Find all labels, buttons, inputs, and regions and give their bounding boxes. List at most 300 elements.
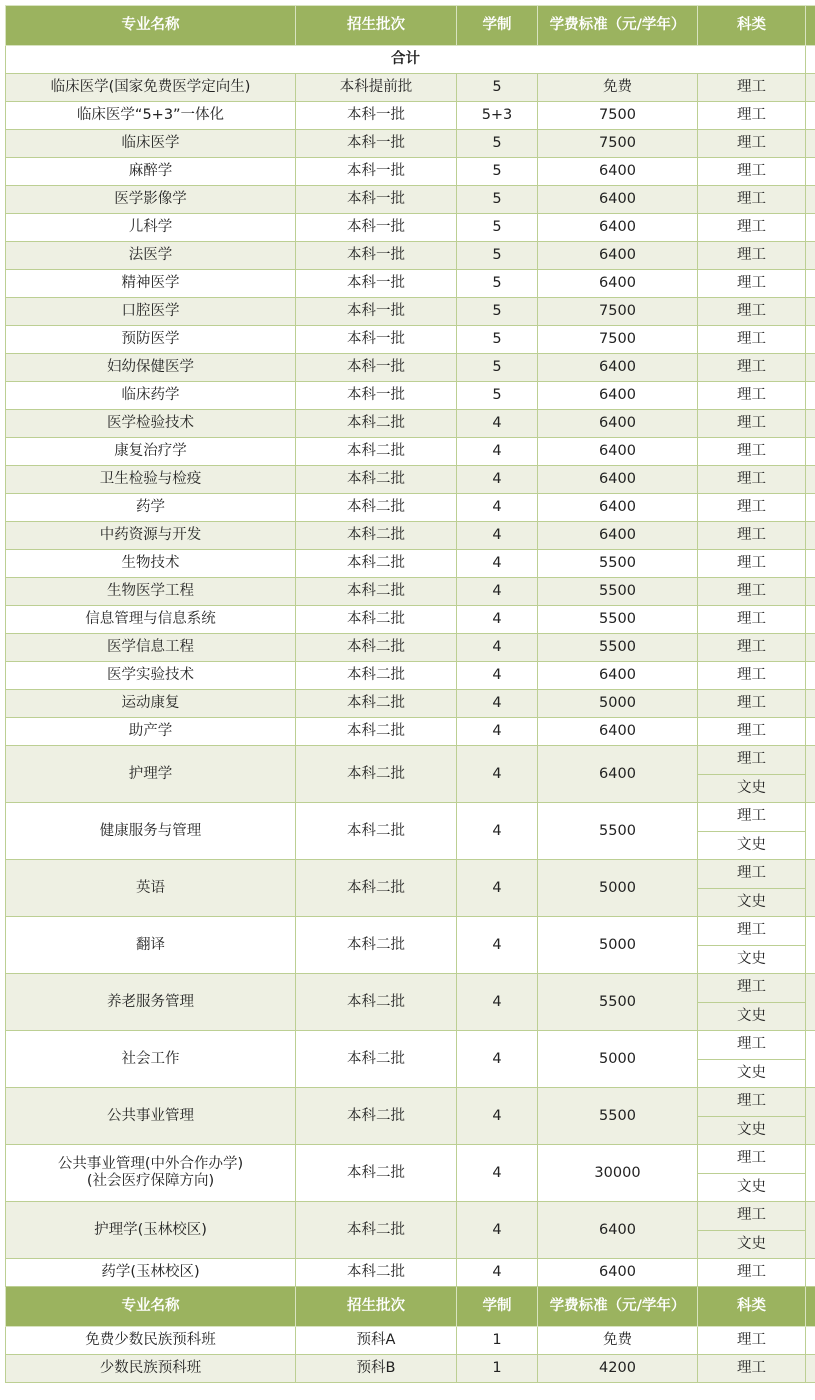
- major-name: [6, 102, 296, 130]
- subject-category: 理工: [698, 803, 806, 832]
- major-name: [6, 1145, 296, 1202]
- major-name-line: 临床医学“5+3”一体化: [76, 107, 225, 123]
- subject-category: 理工: [698, 186, 806, 214]
- table-row: [6, 326, 815, 354]
- subject-category: 文史: [698, 774, 806, 803]
- extra-cell: [806, 270, 815, 298]
- extra-cell: [806, 1259, 815, 1287]
- major-name: [6, 718, 296, 746]
- admission-batch: 本科二批: [296, 718, 457, 746]
- tuition-fee: 6400: [538, 410, 698, 438]
- subject-category: 文史: [698, 1173, 806, 1202]
- subject-category: 文史: [698, 831, 806, 860]
- extra-cell: [806, 634, 815, 662]
- major-name: [6, 130, 296, 158]
- tuition-fee: 6400: [538, 382, 698, 410]
- subject-category: 理工: [698, 634, 806, 662]
- major-name-line: 预防医学: [121, 331, 180, 347]
- subject-category: 理工: [698, 242, 806, 270]
- program-years: 4: [457, 410, 538, 438]
- program-years: 4: [457, 522, 538, 550]
- table-row: [6, 550, 815, 578]
- program-years: 4: [457, 718, 538, 746]
- extra-cell: [806, 74, 815, 102]
- extra-cell: [806, 606, 815, 634]
- column-header-extra: [806, 6, 815, 46]
- extra-cell: [806, 102, 815, 130]
- program-years: 5: [457, 354, 538, 382]
- admission-batch: 本科一批: [296, 102, 457, 130]
- extra-cell: [806, 494, 815, 522]
- tuition-fee: 5500: [538, 606, 698, 634]
- subject-category: 理工: [698, 606, 806, 634]
- major-name: [6, 662, 296, 690]
- table-row: [6, 158, 815, 186]
- major-name: [6, 1031, 296, 1088]
- subject-category: 理工: [698, 1031, 806, 1060]
- table-row: [6, 382, 815, 410]
- table-row: [6, 662, 815, 690]
- subject-category: 理工: [698, 1145, 806, 1174]
- admission-batch: 本科二批: [296, 1145, 457, 1202]
- column-header: 科类: [698, 6, 806, 46]
- major-name-line: 社会工作: [121, 1050, 180, 1067]
- extra-cell: [806, 298, 815, 326]
- admission-batch: 本科二批: [296, 410, 457, 438]
- column-header-extra: [806, 1287, 815, 1327]
- major-name: [6, 354, 296, 382]
- major-name: [6, 382, 296, 410]
- table-row: [6, 1088, 815, 1117]
- tuition-fee: 6400: [538, 718, 698, 746]
- table-row: [6, 494, 815, 522]
- admission-batch: 本科一批: [296, 382, 457, 410]
- tuition-table: [5, 5, 815, 1383]
- program-years: 4: [457, 803, 538, 860]
- major-name: [6, 410, 296, 438]
- major-name: [6, 1202, 296, 1259]
- major-name-line: 公共事业管理: [107, 1107, 194, 1124]
- major-name-line: 运动康复: [121, 695, 180, 711]
- major-name-line: 翻译: [136, 936, 165, 953]
- tuition-fee: 5000: [538, 917, 698, 974]
- extra-cell: [806, 860, 815, 917]
- subject-category: 理工: [698, 662, 806, 690]
- major-name: [6, 522, 296, 550]
- subject-category: 理工: [698, 270, 806, 298]
- admission-batch: 预科A: [296, 1327, 457, 1355]
- column-header: 学费标准（元/学年）: [538, 1287, 698, 1327]
- table-row: [6, 917, 815, 946]
- table-row: [6, 242, 815, 270]
- table-row: [6, 718, 815, 746]
- subject-category: 理工: [698, 438, 806, 466]
- subject-category: 理工: [698, 974, 806, 1003]
- program-years: 4: [457, 1259, 538, 1287]
- table-row: [6, 410, 815, 438]
- admission-batch: 本科二批: [296, 1031, 457, 1088]
- program-years: 4: [457, 974, 538, 1031]
- extra-cell: [806, 410, 815, 438]
- major-name-line: 生物技术: [121, 555, 180, 571]
- subject-category: 理工: [698, 130, 806, 158]
- subject-category: 理工: [698, 1088, 806, 1117]
- table-row: [6, 102, 815, 130]
- tuition-fee: 7500: [538, 298, 698, 326]
- program-years: 1: [457, 1355, 538, 1383]
- extra-cell: [806, 214, 815, 242]
- tuition-fee: 6400: [538, 270, 698, 298]
- table-row: [6, 746, 815, 775]
- program-years: 5: [457, 214, 538, 242]
- tuition-fee: 6400: [538, 494, 698, 522]
- subject-category: 理工: [698, 410, 806, 438]
- subject-category: 理工: [698, 522, 806, 550]
- major-name-line: 护理学(玉林校区): [94, 1221, 207, 1238]
- admission-batch: 本科二批: [296, 1259, 457, 1287]
- column-header: 科类: [698, 1287, 806, 1327]
- major-name-line: 医学影像学: [114, 191, 187, 207]
- subject-category: 理工: [698, 158, 806, 186]
- tuition-fee: 5000: [538, 1031, 698, 1088]
- major-name-line: 儿科学: [128, 219, 173, 235]
- major-name-line: 康复治疗学: [114, 443, 187, 459]
- admission-batch: 本科一批: [296, 354, 457, 382]
- column-header: 学费标准（元/学年）: [538, 6, 698, 46]
- column-header: 学制: [457, 1287, 538, 1327]
- extra-cell: [806, 326, 815, 354]
- column-header: 专业名称: [6, 1287, 296, 1327]
- program-years: 5: [457, 186, 538, 214]
- admission-batch: 本科二批: [296, 634, 457, 662]
- table-header-row: [6, 1287, 815, 1327]
- column-header: 专业名称: [6, 6, 296, 46]
- extra-cell: [806, 186, 815, 214]
- program-years: 4: [457, 662, 538, 690]
- tuition-fee: 7500: [538, 130, 698, 158]
- subject-category: 理工: [698, 382, 806, 410]
- program-years: 4: [457, 438, 538, 466]
- tuition-fee: 6400: [538, 662, 698, 690]
- subject-category: 理工: [698, 1355, 806, 1383]
- tuition-fee: 5500: [538, 634, 698, 662]
- table-row: [6, 578, 815, 606]
- major-name-line: 医学实验技术: [107, 667, 194, 683]
- major-name: [6, 74, 296, 102]
- admission-batch: 本科二批: [296, 803, 457, 860]
- admission-batch: 本科二批: [296, 746, 457, 803]
- major-name: [6, 466, 296, 494]
- admission-batch: 本科一批: [296, 130, 457, 158]
- subject-category: 理工: [698, 1327, 806, 1355]
- table-row: [6, 1355, 815, 1383]
- extra-cell: [806, 46, 815, 74]
- extra-cell: [806, 550, 815, 578]
- program-years: 4: [457, 1031, 538, 1088]
- admission-batch: 本科二批: [296, 522, 457, 550]
- major-name-line: 精神医学: [121, 275, 180, 291]
- column-header: 招生批次: [296, 6, 457, 46]
- table-row: [6, 974, 815, 1003]
- major-name: [6, 270, 296, 298]
- program-years: 5+3: [457, 102, 538, 130]
- admission-batch: 本科二批: [296, 578, 457, 606]
- program-years: 4: [457, 746, 538, 803]
- program-years: 4: [457, 860, 538, 917]
- subject-category: 理工: [698, 326, 806, 354]
- program-years: 4: [457, 1145, 538, 1202]
- major-name: [6, 1259, 296, 1287]
- admission-batch: 本科一批: [296, 298, 457, 326]
- tuition-fee: 7500: [538, 326, 698, 354]
- extra-cell: [806, 382, 815, 410]
- program-years: 4: [457, 690, 538, 718]
- subject-category: 理工: [698, 494, 806, 522]
- subject-category: 文史: [698, 1002, 806, 1031]
- program-years: 5: [457, 270, 538, 298]
- tuition-fee: 5500: [538, 1088, 698, 1145]
- program-years: 4: [457, 606, 538, 634]
- major-name: [6, 606, 296, 634]
- admission-batch: 本科二批: [296, 494, 457, 522]
- admission-batch: 本科二批: [296, 438, 457, 466]
- major-name: [6, 1355, 296, 1383]
- tuition-fee: 6400: [538, 438, 698, 466]
- program-years: 5: [457, 74, 538, 102]
- program-years: 4: [457, 466, 538, 494]
- extra-cell: [806, 130, 815, 158]
- program-years: 4: [457, 550, 538, 578]
- major-name-line: 口腔医学: [121, 303, 180, 319]
- major-name: [6, 634, 296, 662]
- program-years: 4: [457, 1202, 538, 1259]
- extra-cell: [806, 662, 815, 690]
- admission-batch: 本科一批: [296, 214, 457, 242]
- tuition-fee: 5500: [538, 803, 698, 860]
- extra-cell: [806, 1088, 815, 1145]
- admission-batch: 本科一批: [296, 270, 457, 298]
- major-name: [6, 214, 296, 242]
- table-row: [6, 803, 815, 832]
- subject-category: 理工: [698, 578, 806, 606]
- tuition-fee: 5500: [538, 974, 698, 1031]
- major-name: [6, 1088, 296, 1145]
- major-name-line: 药学(玉林校区): [101, 1264, 200, 1280]
- tuition-fee: 免费: [538, 1327, 698, 1355]
- tuition-fee: 5500: [538, 578, 698, 606]
- major-name: [6, 860, 296, 917]
- extra-cell: [806, 242, 815, 270]
- table-row: [6, 634, 815, 662]
- major-name: [6, 298, 296, 326]
- program-years: 4: [457, 1088, 538, 1145]
- tuition-fee: 6400: [538, 354, 698, 382]
- subject-category: 理工: [698, 917, 806, 946]
- program-years: 4: [457, 578, 538, 606]
- major-name: [6, 550, 296, 578]
- major-name: [6, 746, 296, 803]
- subject-category: 理工: [698, 746, 806, 775]
- table-row: [6, 466, 815, 494]
- subject-category: 理工: [698, 860, 806, 889]
- extra-cell: [806, 803, 815, 860]
- admission-batch: 本科二批: [296, 662, 457, 690]
- table-row: [6, 130, 815, 158]
- admission-batch: 本科二批: [296, 606, 457, 634]
- tuition-fee: 6400: [538, 1202, 698, 1259]
- extra-cell: [806, 158, 815, 186]
- major-name-line: 中药资源与开发: [99, 527, 202, 543]
- program-years: 5: [457, 158, 538, 186]
- extra-cell: [806, 974, 815, 1031]
- major-name-line: 临床药学: [121, 387, 180, 403]
- major-name-line: 英语: [136, 879, 165, 896]
- extra-cell: [806, 1202, 815, 1259]
- program-years: 4: [457, 634, 538, 662]
- tuition-fee: 5000: [538, 860, 698, 917]
- program-years: 4: [457, 494, 538, 522]
- major-name-line: 临床医学(国家免费医学定向生): [50, 79, 251, 95]
- major-name: [6, 158, 296, 186]
- extra-cell: [806, 746, 815, 803]
- admission-batch: 本科提前批: [296, 74, 457, 102]
- major-name-line: 临床医学: [121, 135, 180, 151]
- major-name-line: 生物医学工程: [107, 583, 194, 599]
- extra-cell: [806, 1355, 815, 1383]
- major-name: [6, 1327, 296, 1355]
- table-row: [6, 438, 815, 466]
- major-name-line: 免费少数民族预科班: [85, 1332, 216, 1348]
- total-label: 合计: [6, 46, 806, 74]
- table-row: [6, 606, 815, 634]
- tuition-fee: 6400: [538, 186, 698, 214]
- admission-batch: 本科二批: [296, 690, 457, 718]
- extra-cell: [806, 718, 815, 746]
- subject-category: 理工: [698, 466, 806, 494]
- table-row: [6, 298, 815, 326]
- tuition-fee: 5500: [538, 550, 698, 578]
- major-name-line: 养老服务管理: [107, 993, 194, 1010]
- program-years: 5: [457, 130, 538, 158]
- extra-cell: [806, 438, 815, 466]
- tuition-fee: 6400: [538, 242, 698, 270]
- admission-batch: 本科一批: [296, 186, 457, 214]
- major-name-line: 健康服务与管理: [99, 822, 202, 839]
- admission-batch: 本科二批: [296, 917, 457, 974]
- table-row: [6, 1259, 815, 1287]
- major-name-line: 信息管理与信息系统: [85, 611, 216, 627]
- major-name: [6, 974, 296, 1031]
- table-row: [6, 74, 815, 102]
- major-name-line: 药学: [136, 499, 165, 515]
- tuition-fee: 6400: [538, 746, 698, 803]
- subject-category: 理工: [698, 550, 806, 578]
- major-name-line: 医学信息工程: [107, 639, 194, 655]
- table-row: [6, 690, 815, 718]
- table-row: [6, 1145, 815, 1174]
- table-row: [6, 1327, 815, 1355]
- major-name-line: 护理学: [128, 765, 173, 782]
- major-name: [6, 690, 296, 718]
- subject-category: 理工: [698, 718, 806, 746]
- subject-category: 文史: [698, 945, 806, 974]
- major-name-line: 少数民族预科班: [99, 1360, 202, 1376]
- tuition-fee: 免费: [538, 74, 698, 102]
- tuition-table-container: [5, 5, 815, 1383]
- program-years: 5: [457, 298, 538, 326]
- table-row: [6, 354, 815, 382]
- extra-cell: [806, 522, 815, 550]
- subject-category: 理工: [698, 74, 806, 102]
- admission-batch: 预科B: [296, 1355, 457, 1383]
- program-years: 5: [457, 242, 538, 270]
- tuition-fee: 6400: [538, 214, 698, 242]
- column-header: 招生批次: [296, 1287, 457, 1327]
- major-name: [6, 494, 296, 522]
- extra-cell: [806, 466, 815, 494]
- major-name-line: 法医学: [128, 247, 173, 263]
- extra-cell: [806, 1031, 815, 1088]
- admission-batch: 本科一批: [296, 242, 457, 270]
- major-name: [6, 578, 296, 606]
- extra-cell: [806, 917, 815, 974]
- subject-category: 理工: [698, 690, 806, 718]
- major-name-line: 妇幼保健医学: [107, 359, 194, 375]
- tuition-fee: 6400: [538, 466, 698, 494]
- program-years: 5: [457, 382, 538, 410]
- tuition-fee: 4200: [538, 1355, 698, 1383]
- tuition-fee: 6400: [538, 522, 698, 550]
- extra-cell: [806, 1327, 815, 1355]
- table-row: [6, 270, 815, 298]
- table-row: [6, 1202, 815, 1231]
- subject-category: 理工: [698, 354, 806, 382]
- major-name-line: (社会医疗保障方向): [86, 1173, 215, 1189]
- major-name-line: 麻醉学: [128, 163, 173, 179]
- major-name: [6, 186, 296, 214]
- table-row: [6, 860, 815, 889]
- admission-batch: 本科二批: [296, 1202, 457, 1259]
- subject-category: 理工: [698, 298, 806, 326]
- admission-batch: 本科二批: [296, 860, 457, 917]
- extra-cell: [806, 690, 815, 718]
- admission-batch: 本科二批: [296, 466, 457, 494]
- extra-cell: [806, 578, 815, 606]
- program-years: 4: [457, 917, 538, 974]
- admission-batch: 本科一批: [296, 158, 457, 186]
- extra-cell: [806, 1145, 815, 1202]
- tuition-fee: 7500: [538, 102, 698, 130]
- program-years: 5: [457, 326, 538, 354]
- major-name: [6, 242, 296, 270]
- admission-batch: 本科一批: [296, 326, 457, 354]
- admission-batch: 本科二批: [296, 550, 457, 578]
- subject-category: 理工: [698, 102, 806, 130]
- tuition-fee: 30000: [538, 1145, 698, 1202]
- major-name: [6, 438, 296, 466]
- table-row: [6, 214, 815, 242]
- tuition-fee: 6400: [538, 158, 698, 186]
- major-name-line: 医学检验技术: [107, 415, 194, 431]
- subject-category: 文史: [698, 1116, 806, 1145]
- extra-cell: [806, 354, 815, 382]
- subject-category: 文史: [698, 888, 806, 917]
- table-row: [6, 522, 815, 550]
- column-header: 学制: [457, 6, 538, 46]
- major-name-line: 助产学: [128, 723, 173, 739]
- tuition-fee: 5000: [538, 690, 698, 718]
- total-row: [6, 46, 815, 74]
